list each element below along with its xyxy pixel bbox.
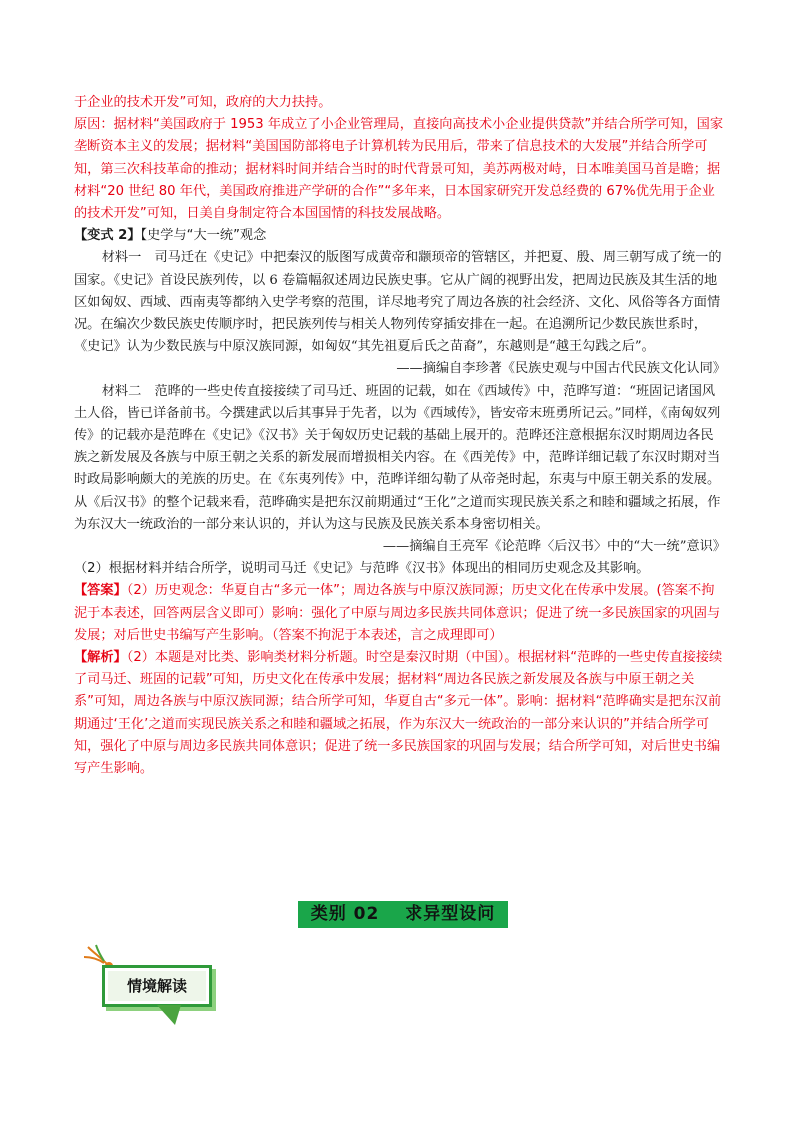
analysis-block <box>74 647 726 780</box>
section-heading-part1: 类别 02 <box>310 904 380 924</box>
badge-label: 情境解读 <box>108 971 206 1001</box>
analysis-label: 【解析】 <box>74 650 127 666</box>
question-text: （2）根据材料并结合所学，说明司马迁《史记》与范晔《汉书》体现出的相同历史观念及其影响。 <box>74 561 650 577</box>
reason-paragraph: 原因：据材料“美国政府于 1953 年成立了小企业管理局，直接向高技术小企业提供贷款”并结合所学可知，国家垄断资本主义的发展；据材料“美国国防部将电子计算机转为民用后，带来了信息技术的大发展”并结合所学可知，第三次科技革命的推动；据材料时间并结合当时的时代背景可知，美苏两极对峙，日本唯美国马首是瞻；据材料“20 世纪 80 年代，美国政府推进产学研的合作”“多年来，日本国家研究开发总经费的 67%优先用于企业的技术开发”可知，日美自身制定符合本国国情的科技发展战略。 <box>74 117 724 222</box>
answer-continuation: 于企业的技术开发”可知，政府的大力扶持。 <box>74 95 332 110</box>
variant-topic: 【史学与“大一统”观念 <box>140 228 267 244</box>
analysis-text: （2）本题是对比类、影响类材料分析题。时空是秦汉时期（中国）。根据材料“范晔的一些史传直接接续了司马迁、班固的记载”可知，历史文化在传承中发展；据材料“周边各民族之新发展及各族与中原王朝之关系”可知，周边各族与中原汉族同源；结合所学可知，华夏自古“多元一体”。影响：据材料“范晔确实是把东汉前期通过‘王化’之道而实现民族关系之和睦和疆域之拓展，作为东汉大一统政治的一部分来认识的”并结合所学可知，强化了中原与周边多民族共同体意识；促进了统一多民族国家的巩固与发展；结合所学可知，对后世史书编写产生影响。 <box>74 650 723 777</box>
context-badge <box>82 943 232 1033</box>
material-one-source: ——摘编自李珍著《民族史观与中国古代民族文化认同》 <box>396 361 726 377</box>
section-heading <box>298 901 508 928</box>
leaf-icon <box>157 1005 181 1025</box>
answer-block <box>74 580 726 647</box>
badge-frame <box>102 965 212 1007</box>
material-two: 材料二 范晔的一些史传直接接续了司马迁、班固的记载，如在《西域传》中，范晔写道：“班固记诸国风土人俗，皆已详备前书。今撰建武以后其事异于先者，以为《西域传》，皆安帝末班勇所记云。”同样，《南匈奴列传》的记载亦是范晔在《史记》《汉书》关于匈奴历史记载的基础上展开的。范晔还注意根据东汉时期周边各民族之新发展及各族与中原王朝之关系的新发展而增损相关内容。在《西羌传》中，范晔详细记载了东汉时期对当时政局影响颇大的羌族的历史。在《东夷列传》中，范晔详细勾勒了从帝尧时起，东夷与中原王朝关系的发展。从《后汉书》的整个记载来看，范晔确实是把东汉前期通过“王化”之道而实现民族关系之和睦和疆域之拓展，作为东汉大一统政治的一部分来认识的，并认为这与民族及民族关系本身密切相关。 <box>74 383 721 532</box>
main-content <box>74 92 726 780</box>
material-one: 材料一 司马迁在《史记》中把秦汉的版图写成黄帝和颛顼帝的管辖区，并把夏、殷、周三朝写成了统一的国家。《史记》首设民族列传，以 6 卷篇幅叙述周边民族史事。它从广阔的视野出发，把周边民族及其生活的地区如匈奴、西域、西南夷等都纳入史学考察的范围，详尽地考究了周边各族的社会经济、文化、风俗等各方面情况。在编次少数民族史传顺序时，把民族列传与相关人物列传穿插安排在一起。在追溯所记少数民族世系时，《史记》认为少数民族与中原汉族同源，如匈奴“其先祖夏后氏之苗裔”，东越则是“越王勾践之后”。 <box>74 250 722 355</box>
section-heading-part2: 求异型设问 <box>405 904 496 924</box>
variant-heading <box>74 225 726 247</box>
answer-text: （2）历史观念：华夏自古“多元一体”；周边各族与中原汉族同源；历史文化在传承中发展。(答案不拘泥于本表述，回答两层含义即可）影响：强化了中原与周边多民族共同体意识；促进了统一多民族国家的巩固与发展；对后世史书编写产生影响。（答案不拘泥于本表述，言之成理即可） <box>74 583 721 643</box>
answer-label: 【答案】 <box>74 583 127 599</box>
material-two-source: ——摘编自王亮军《论范晔〈后汉书〉中的“大一统”意识》 <box>382 539 726 555</box>
variant-label: 【变式 2】 <box>74 228 141 244</box>
